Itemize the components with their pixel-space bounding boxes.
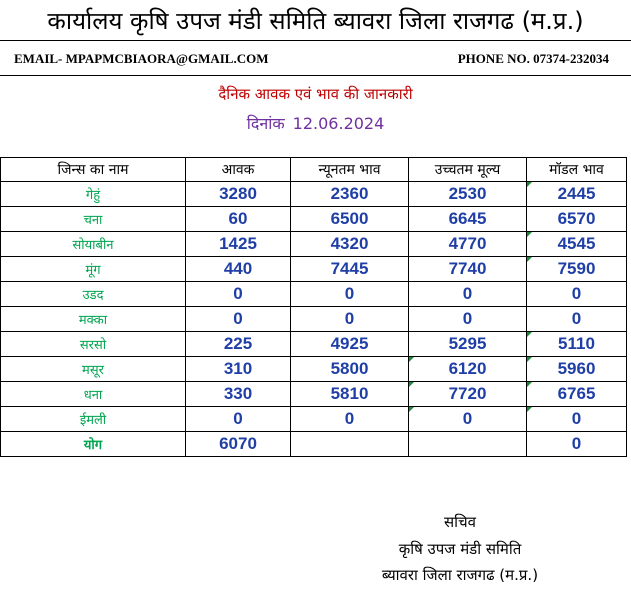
date-value: 12.06.2024 <box>292 114 385 133</box>
crop-name: सरसो <box>1 332 186 357</box>
min-price-value: 5800 <box>291 357 409 382</box>
crop-name: ईमली <box>1 407 186 432</box>
signature-committee: कृषि उपज मंडी समिति <box>398 540 522 558</box>
table-row <box>1 357 627 382</box>
modal-price-value: 0 <box>527 282 627 307</box>
total-row <box>1 432 627 457</box>
table-row <box>1 382 627 407</box>
max-price-value: 4770 <box>409 232 527 257</box>
phone-text: PHONE NO. 07374-232034 <box>457 51 609 66</box>
crop-name: मसूर <box>1 357 186 382</box>
max-price-value: 0 <box>409 282 527 307</box>
arrival-value: 0 <box>186 307 291 332</box>
modal-price-value: 0 <box>527 307 627 332</box>
col-header-min-price: न्यूनतम भाव <box>291 158 409 182</box>
crop-name: उडद <box>1 282 186 307</box>
min-price-value: 4925 <box>291 332 409 357</box>
crop-name: मूंग <box>1 257 186 282</box>
total-modal-price: 0 <box>527 432 627 457</box>
date-label: दिनांक <box>246 114 285 133</box>
crop-name: धना <box>1 382 186 407</box>
arrival-value: 0 <box>186 407 291 432</box>
report-subtitle: दैनिक आवक एवं भाव की जानकारी <box>218 85 413 103</box>
modal-price-value: 5110 <box>527 332 627 357</box>
modal-price-value: 7590 <box>527 257 627 282</box>
col-header-modal-price: मॉडल भाव <box>527 158 627 182</box>
table-header-row <box>1 158 627 182</box>
table-row <box>1 332 627 357</box>
table-row <box>1 257 627 282</box>
table-row <box>1 282 627 307</box>
arrival-value: 330 <box>186 382 291 407</box>
modal-price-value: 5960 <box>527 357 627 382</box>
min-price-value: 5810 <box>291 382 409 407</box>
table-row <box>1 232 627 257</box>
modal-price-value: 6570 <box>527 207 627 232</box>
contact-divider <box>0 75 631 76</box>
arrival-value: 0 <box>186 282 291 307</box>
arrival-value: 310 <box>186 357 291 382</box>
max-price-value: 0 <box>409 307 527 332</box>
table-row <box>1 182 627 207</box>
total-max-price <box>409 432 527 457</box>
arrival-value: 225 <box>186 332 291 357</box>
table-row <box>1 307 627 332</box>
email-text: EMAIL- MPAPMCBIAORA@GMAIL.COM <box>14 51 269 66</box>
modal-price-value: 6765 <box>527 382 627 407</box>
max-price-value: 6120 <box>409 357 527 382</box>
crop-name: सोयाबीन <box>1 232 186 257</box>
arrival-value: 1425 <box>186 232 291 257</box>
table-row <box>1 407 627 432</box>
max-price-value: 6645 <box>409 207 527 232</box>
max-price-value: 2530 <box>409 182 527 207</box>
report-date <box>0 113 631 135</box>
modal-price-value: 2445 <box>527 182 627 207</box>
modal-price-value: 0 <box>527 407 627 432</box>
arrival-value: 3280 <box>186 182 291 207</box>
arrival-value: 60 <box>186 207 291 232</box>
col-header-max-price: उच्चतम मूल्य <box>409 158 527 182</box>
modal-price-value: 4545 <box>527 232 627 257</box>
signature-location: ब्यावरा जिला राजगढ (म.प्र.) <box>381 566 539 584</box>
title-divider <box>0 40 631 41</box>
max-price-value: 7720 <box>409 382 527 407</box>
max-price-value: 5295 <box>409 332 527 357</box>
max-price-value: 7740 <box>409 257 527 282</box>
signature-title: सचिव <box>444 513 476 531</box>
table-row <box>1 207 627 232</box>
min-price-value: 4320 <box>291 232 409 257</box>
crop-name: मक्का <box>1 307 186 332</box>
total-min-price <box>291 432 409 457</box>
min-price-value: 2360 <box>291 182 409 207</box>
crop-name: गेहुं <box>1 182 186 207</box>
min-price-value: 0 <box>291 282 409 307</box>
col-header-crop: जिन्स का नाम <box>1 158 186 182</box>
arrival-value: 440 <box>186 257 291 282</box>
min-price-value: 6500 <box>291 207 409 232</box>
col-header-arrival: आवक <box>186 158 291 182</box>
min-price-value: 7445 <box>291 257 409 282</box>
rates-table <box>0 157 627 457</box>
office-title: कार्यालय कृषि उपज मंडी समिति ब्यावरा जिला राजगढ (म.प्र.) <box>47 7 584 35</box>
crop-name: चना <box>1 207 186 232</box>
total-arrival: 6070 <box>186 432 291 457</box>
min-price-value: 0 <box>291 407 409 432</box>
max-price-value: 0 <box>409 407 527 432</box>
total-label: योग <box>1 432 186 457</box>
min-price-value: 0 <box>291 307 409 332</box>
